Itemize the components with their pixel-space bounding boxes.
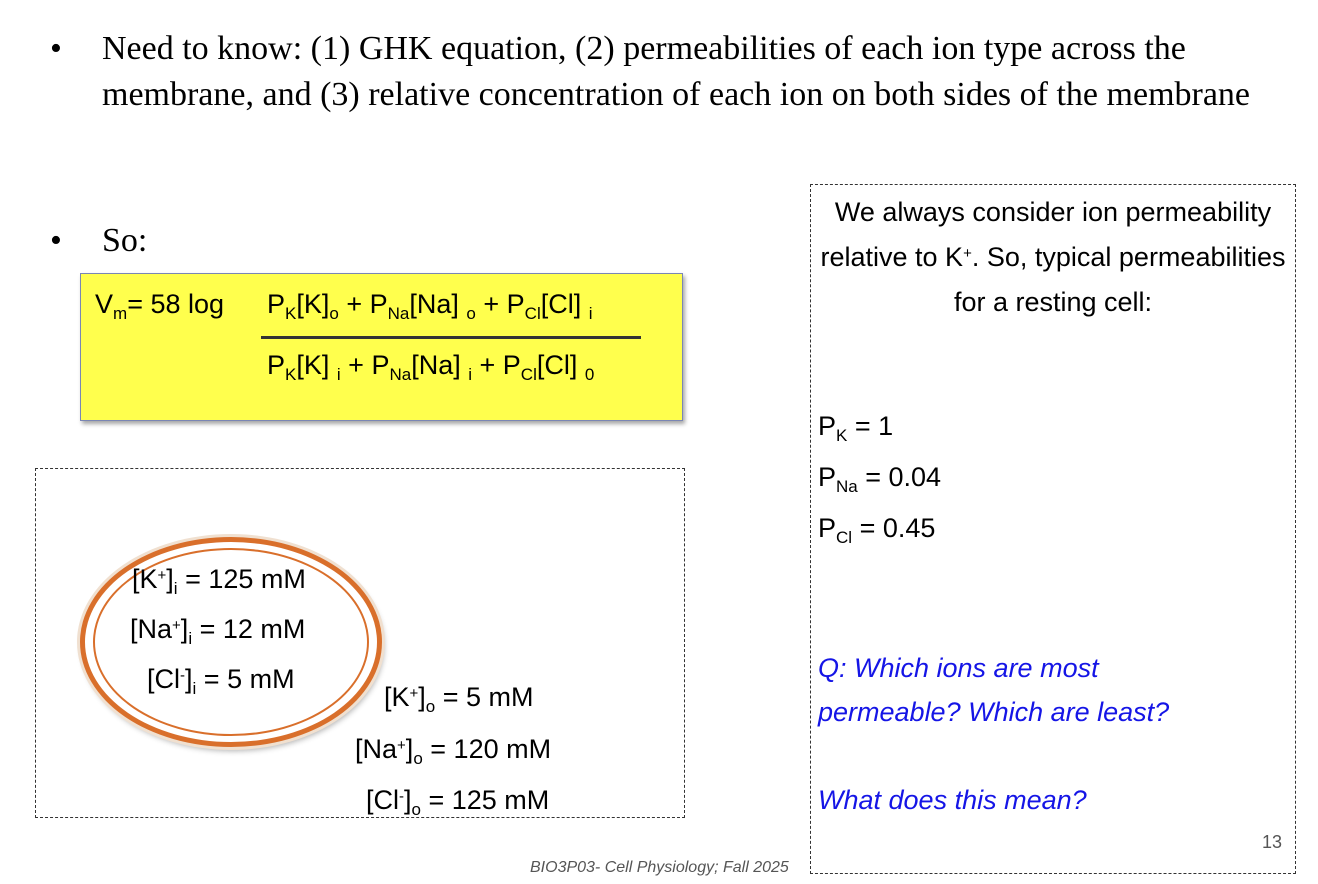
equation-lhs: $V_m= 58$ log — [95, 289, 225, 323]
equation-denominator: $P_K[K] _i + P_{Na}[Na] _i + P_{Cl}[Cl]$ $_0$ — [267, 350, 595, 384]
question-line-3: What does this mean? — [818, 785, 1087, 815]
page-number: 13 — [1262, 832, 1283, 852]
sidebar-intro-text: We always consider ion permeability relative to K+. So, typical permeabilities for a resting cell: — [820, 197, 1286, 317]
question-line-2: permeable? Which are least? — [818, 697, 1170, 727]
bullet-marker: • — [50, 30, 62, 67]
outside-k-concentration: $[K^+]_o = 5$ mM — [384, 682, 534, 716]
inside-k-concentration: $[K^+]_i = 125$ mM — [132, 564, 306, 598]
bullet-text: So: — [102, 222, 148, 259]
inside-cl-concentration: $[Cl^-]_i = 5$ mM — [147, 664, 295, 698]
permeability-cl: $P_{Cl} = 0.45$ — [818, 513, 936, 547]
bullet-text: Need to know: (1) GHK equation, (2) permeabilities of each ion type across the membrane, and (3) relative concentration of each ion on both sides of the membrane — [102, 30, 1251, 113]
outside-na-concentration: $[Na^+]_o = 120$ mM — [355, 734, 552, 768]
permeability-k: $P_K = 1$ — [818, 411, 894, 445]
outside-cl-concentration: $[Cl^-]_o = 125$ mM — [366, 785, 550, 819]
equation-numerator: $P_K[K]_o + P_{Na}[Na] _o + P_{Cl}[Cl]$ $_i$ — [267, 289, 593, 323]
ghk-equation-box — [80, 273, 683, 421]
inside-na-concentration: $[Na^+]_i = 12$ mM — [130, 614, 306, 648]
question-line-1: Q: Which ions are most — [818, 653, 1099, 683]
permeability-na: $P_{Na} = 0.04$ — [818, 462, 942, 496]
fraction-bar — [261, 336, 641, 339]
slide-footer: BIO3P03- Cell Physiology; Fall 2025 — [530, 859, 789, 876]
bullet-marker: • — [50, 222, 62, 259]
